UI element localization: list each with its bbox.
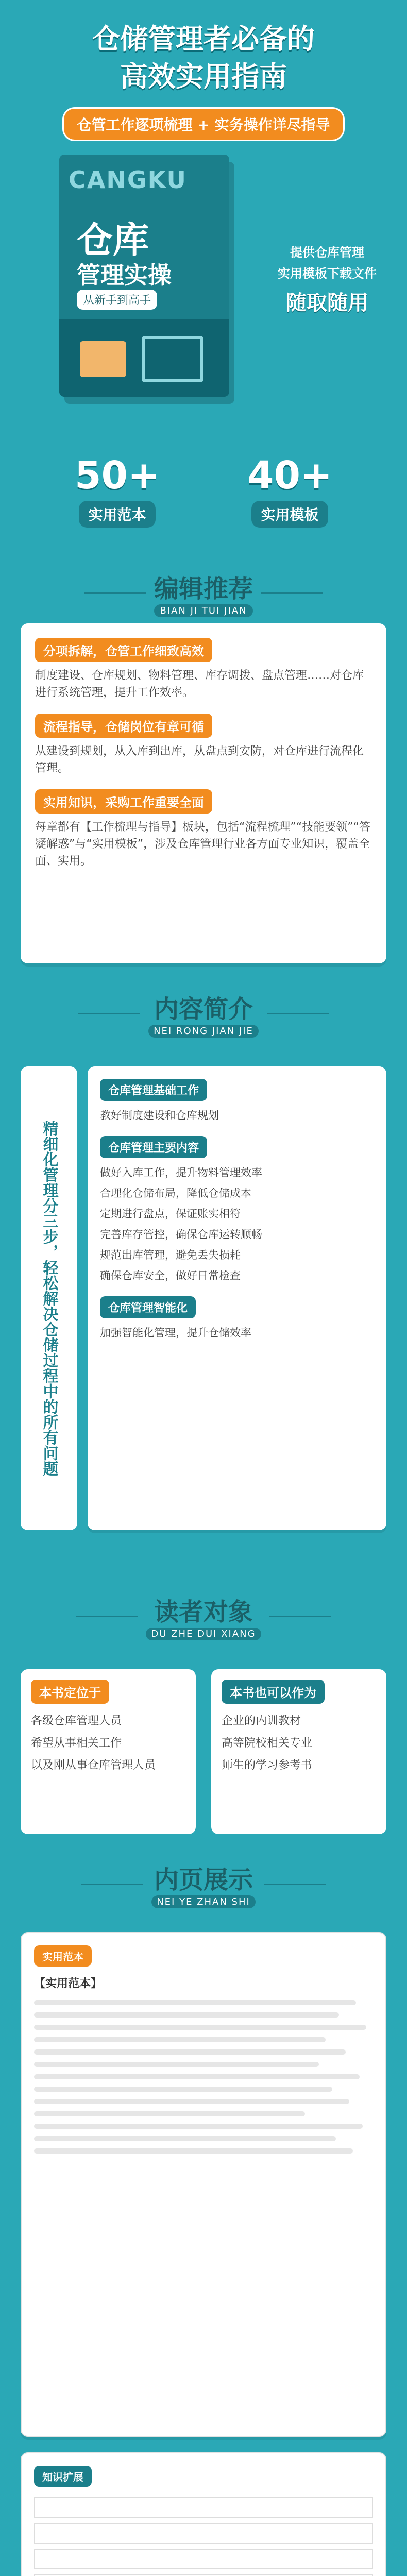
doc-line [34,2000,356,2005]
audience-right-item-2: 高等院校相关专业 [222,1737,313,1750]
book-brand: CANGKU [69,166,187,194]
recommend-body-2: 从建设到规划，从入库到出库，从盘点到安防，对仓库进行流程化管理。 [35,745,364,775]
doc-line [34,2111,305,2116]
audience-title: 读者对象 [154,1598,253,1626]
table-row [34,2497,373,2518]
inner-page-sample-2 [21,2452,386,2576]
header-title-line2: 高效实用指南 [120,60,287,93]
intro-group-2-item-2: 合理化仓储布局，降低仓储成本 [100,1187,251,1199]
promo-highlight: 随取随用 [286,291,368,315]
divider [76,1616,138,1617]
stats-row [31,453,376,528]
stat-card-2 [247,453,332,528]
divider [269,1616,331,1617]
inner-pages-en: NEI YE ZHAN SHI [151,1895,256,1908]
intro-group-2-item-1: 做好入库工作，提升物料管理效率 [100,1166,262,1179]
recommend-item-3 [35,789,372,870]
doc-line [34,2124,363,2129]
stat1-label: 实用范本 [79,501,155,528]
doc-line [34,2148,353,2154]
doc-line [34,2074,360,2079]
book-cover-shelf-icon [142,336,204,382]
divider [264,1884,326,1885]
audience-header [0,1592,407,1640]
intro-group-1 [100,1079,374,1123]
audience-right [211,1669,386,1834]
doc-line [34,2099,349,2104]
intro-group-3 [100,1296,374,1340]
book-title-sub: 管理实操 [77,261,172,289]
table-row [34,2523,373,2544]
tagline-banner [62,107,345,141]
header-section [0,0,407,556]
doc-line [34,2012,339,2018]
audience-left-item-3: 以及刚从事仓库管理人员 [31,1759,156,1772]
editor-recommend-header [0,569,407,617]
book-cover-box-icon [80,341,126,377]
intro-group-2-item-4: 完善库存管控，确保仓库运转顺畅 [100,1228,262,1241]
content-intro-card [88,1066,386,1530]
doc-lines [34,2000,373,2154]
promo-text2: 实用模板下载文件 [278,266,377,281]
audience-left-item-1: 各级仓库管理人员 [31,1715,122,1727]
intro-group-2-tag: 仓库管理主要内容 [100,1136,207,1158]
divider [81,1884,143,1885]
doc-line [34,2025,366,2030]
editor-recommend-en: BIAN JI TUI JIAN [154,604,253,617]
content-intro-header [0,989,407,1038]
audience-left-head: 本书定位于 [31,1680,109,1704]
content-intro-title: 内容简介 [154,995,253,1024]
audience-left [21,1669,196,1834]
audience-right-head: 本书也可以作为 [222,1680,325,1704]
doc-line [34,2136,336,2141]
stat2-value: 40+ [247,453,332,498]
inner-pages-header [0,1860,407,1908]
tagline-text: 仓管工作逐项梳理 + 实务操作详尽指导 [62,107,345,141]
left-vertical-text: 精细化管理分三步，轻松解决仓储过程中的所有问题 [40,1121,58,1476]
intro-group-2-item-6: 确保仓库安全，做好日常检查 [100,1269,241,1282]
inner-page-sample-1 [21,1932,386,2437]
book-subtitle: 从新手到高手 [77,290,157,310]
audience-en: DU ZHE DUI XIANG [146,1628,261,1640]
editor-recommend-section [0,556,407,979]
stat1-value: 50+ [75,453,160,498]
doc-heading: 【实用范本】 [34,1977,103,1990]
stat2-label: 实用模板 [251,501,328,528]
doc-line [34,2049,346,2055]
recommend-body-3: 每章都有【工作梳理与指导】板块，包括“流程梳理”“技能要领”“答疑解惑”与“实用模板”，涉及仓库管理行业各方面专业知识，覆盖全面、实用。 [35,821,370,868]
divider [84,592,146,594]
editor-recommend-card [21,623,386,963]
intro-group-1-tag: 仓库管理基础工作 [100,1079,207,1101]
audience-section [0,1587,407,1855]
book-cover [59,155,229,397]
promo-text-block [263,242,392,316]
doc-line [34,2037,326,2042]
divider [261,592,323,594]
doc-line [34,2087,332,2092]
sample-tag-1: 实用范本 [34,1945,92,1967]
promo-text1: 提供仓库管理 [290,245,364,260]
stat-card-1 [75,453,160,528]
table-mock [34,2497,373,2576]
recommend-heading-3: 实用知识，采购工作重要全面 [35,789,212,814]
recommend-item-2 [35,714,372,777]
intro-group-1-item: 教好制度建设和仓库规划 [100,1109,219,1122]
doc-line [34,2062,319,2067]
content-intro-en: NEI RONG JIAN JIE [148,1025,259,1038]
recommend-heading-1: 分项拆解，仓管工作细致高效 [35,638,212,662]
header-title-line1: 仓储管理者必备的 [92,23,315,55]
intro-group-2-item-3: 定期进行盘点，保证账实相符 [100,1208,241,1220]
inner-pages-section [0,1855,407,2576]
intro-group-2-item-5: 规范出库管理，避免丢失损耗 [100,1249,241,1261]
audience-right-item-1: 企业的内训教材 [222,1715,301,1727]
divider [78,1013,140,1014]
table-row [34,2549,373,2569]
intro-group-3-tag: 仓库管理智能化 [100,1296,196,1318]
recommend-heading-2: 流程指导，仓储岗位有章可循 [35,714,212,738]
editor-recommend-title: 编辑推荐 [154,574,253,603]
book-title-main: 仓库 [77,219,149,261]
audience-left-item-2: 希望从事相关工作 [31,1737,122,1750]
intro-group-3-item: 加强智能化管理，提升仓储效率 [100,1327,251,1339]
intro-group-2 [100,1136,374,1283]
inner-pages-title: 内页展示 [154,1866,253,1894]
audience-right-item-3: 师生的学习参考书 [222,1759,313,1772]
divider [267,1013,329,1014]
content-intro-left-vertical [21,1066,77,1530]
content-intro-section [0,979,407,1587]
sample-tag-2: 知识扩展 [34,2466,92,2487]
recommend-body-1: 制度建设、仓库规划、物料管理、库存调拨、盘点管理……对仓库进行系统管理，提升工作效率。 [35,669,364,699]
recommend-item-1 [35,638,372,701]
